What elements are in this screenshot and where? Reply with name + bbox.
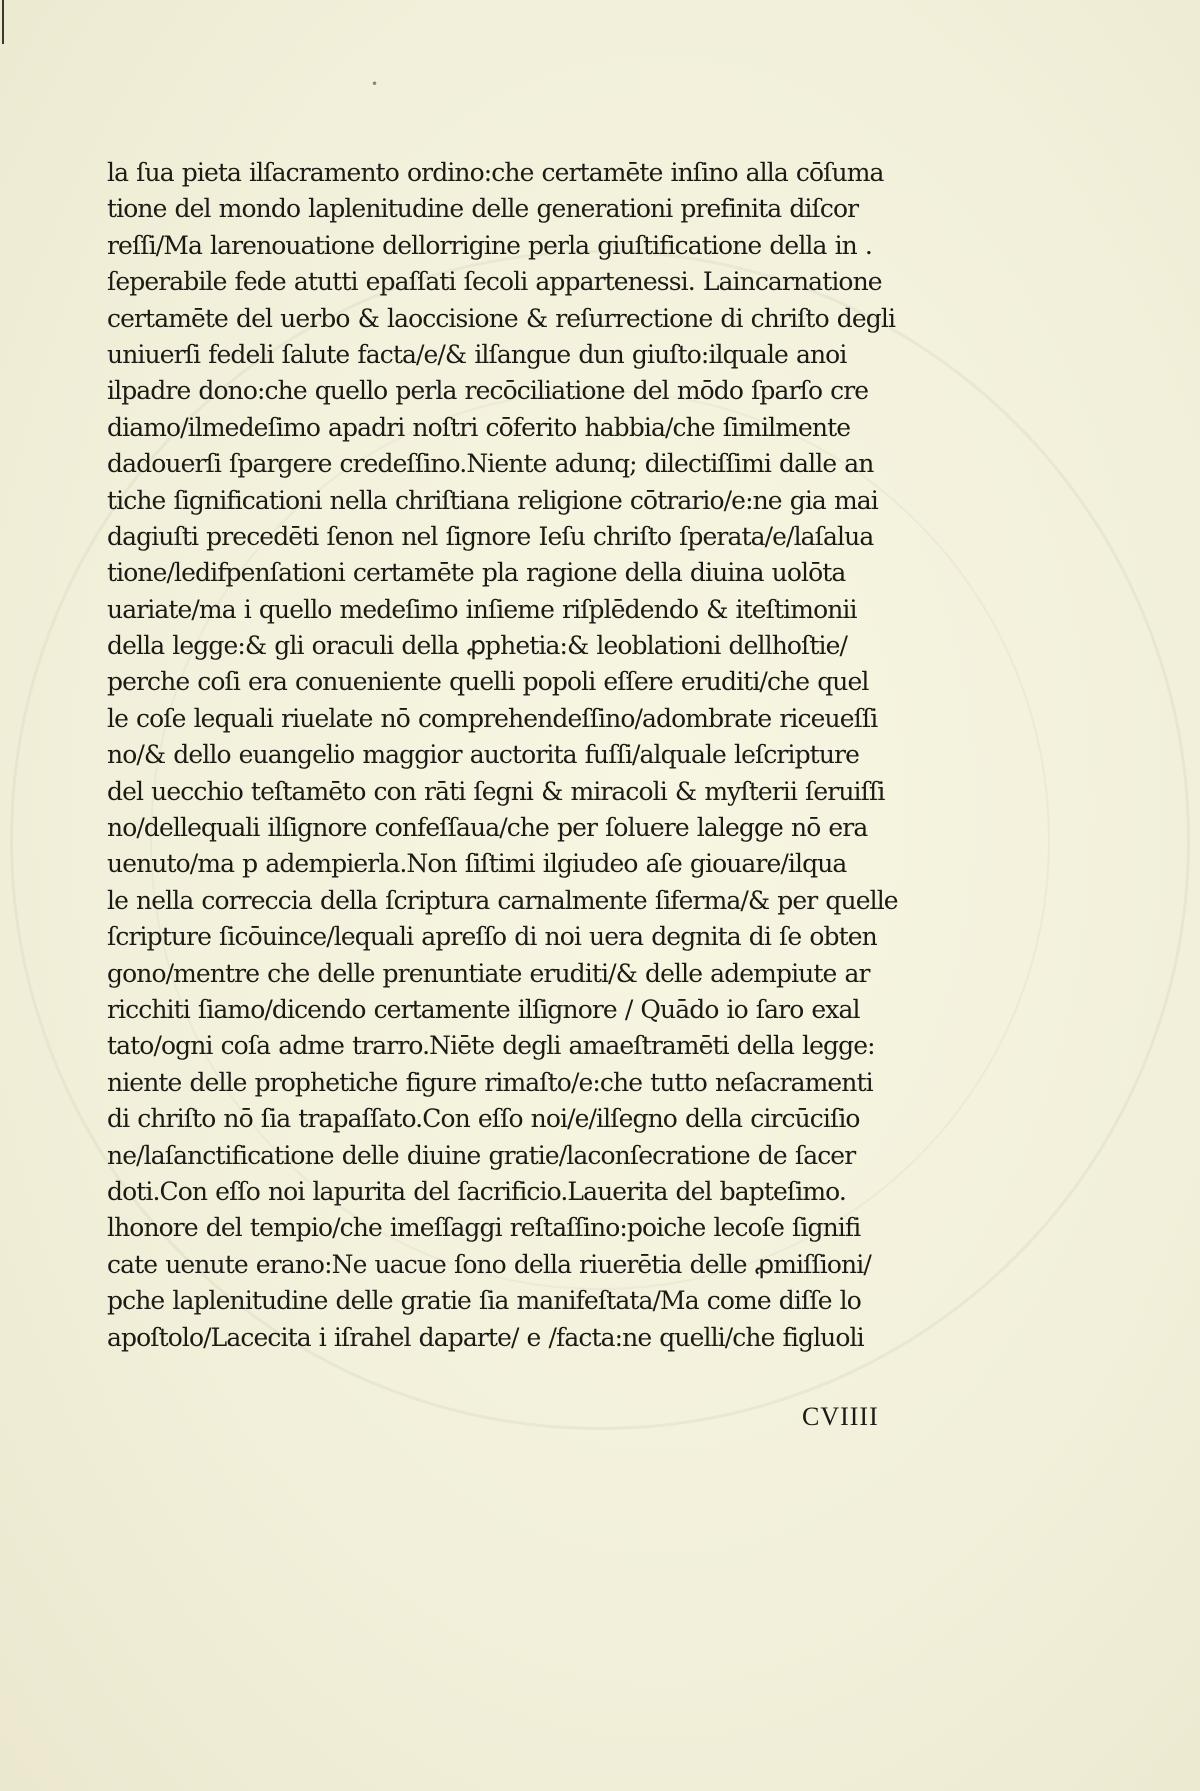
text-line: della legge:& gli oraculi della ꝓphetia:& leoblationi dellhoſtie/: [107, 631, 848, 661]
text-line: ilpadre dono:che quello perla recōciliatione del mōdo ſparſo cre: [107, 376, 869, 406]
text-line: no/& dello euangelio maggior auctorita fuſſi/alquale leſcripture: [107, 740, 859, 770]
text-line: tato/ogni coſa adme trarro.Niēte degli amaeſtramēti della legge:: [107, 1031, 875, 1061]
text-line: la ſua pieta ilſacramento ordino:che certamēte inſino alla cōſuma: [107, 158, 884, 187]
text-line: niente delle prophetiche figure rimaſto/e:che tutto neſacramenti: [107, 1067, 873, 1097]
text-line: tione del mondo laplenitudine delle generationi prefinita diſcor: [107, 194, 859, 224]
binding-edge: [2, 0, 4, 44]
text-line: ne/laſanctificatione delle diuine gratie/laconſecratione de ſacer: [107, 1140, 856, 1170]
text-line: ricchiti ſiamo/dicendo certamente ilſignore / Quādo io ſaro exal: [107, 994, 860, 1024]
ink-mark: •: [371, 77, 379, 91]
text-line: gono/mentre che delle prenuntiate eruditi/& delle adempiute ar: [107, 958, 870, 988]
text-line: cate uenute erano:Ne uacue ſono della riuerētia delle ꝓmiſſioni/: [107, 1249, 871, 1279]
text-line: ſcripture ſicōuince/lequali apreſſo di noi uera degnita di ſe obten: [107, 922, 877, 952]
text-line: tiche ſignificationi nella chriſtiana religione cōtrario/e:ne gia mai: [107, 485, 878, 515]
text-line: le coſe lequali riuelate nō comprehendeſſino/adombrate riceueſſi: [107, 703, 878, 733]
text-line: di chriſto nō ſia trapaſſato.Con eſſo noi/e/ilſegno della circūciſio: [107, 1104, 860, 1134]
text-line: diamo/ilmedeſimo apadri noſtri cōferito habbia/che ſimilmente: [107, 412, 851, 442]
text-line: uariate/ma i quello medeſimo inſieme riſplēdendo & iteſtimonii: [107, 594, 857, 624]
text-line: doti.Con eſſo noi lapurita del ſacrificio.Lauerita del bapteſimo.: [107, 1176, 846, 1206]
text-line: ſeperabile fede atutti epaſſati ſecoli appartenessi. Laincarnatione: [107, 267, 882, 297]
text-line: uenuto/ma p adempierla.Non ſiſtimi ilgiudeo aſe giouare/ilqua: [107, 849, 847, 879]
text-line: no/dellequali ilſignore confeſſaua/che per ſoluere lalegge nō era: [107, 813, 868, 843]
text-line: pche laplenitudine delle gratie ſia manifeſtata/Ma come diſſe lo: [107, 1286, 861, 1316]
text-line: reſſi/Ma larenouatione dellorrigine perla giuſtificatione della in .: [107, 230, 872, 260]
text-body: [107, 155, 947, 1356]
text-line: certamēte del uerbo & laoccisione & reſurrectione di chriſto degli: [107, 303, 896, 333]
text-line: le nella correccia della ſcriptura carnalmente ſiferma/& per quelle: [107, 885, 898, 915]
text-line: tione/ledifpenſationi certamēte pla ragione della diuina uolōta: [107, 558, 846, 588]
text-line: dagiuſti precedēti ſenon nel ſignore Ieſu chriſto ſperata/e/laſalua: [107, 521, 874, 551]
text-line: apoſtolo/Lacecita i iſrahel daparte/ e /facta:ne quelli/che figluoli: [107, 1322, 864, 1352]
text-line: uniuerſi fedeli ſalute facta/e/& ilſangue dun giuſto:ilquale anoi: [107, 339, 847, 369]
text-line: lhonore del tempio/che imeſſaggi reſtaſſino:poiche lecoſe ſignifi: [107, 1213, 861, 1243]
text-line: dadouerſi ſpargere credeſſino.Niente adunq; dilectiſſimi dalle an: [107, 449, 874, 479]
text-line: del uecchio teſtamēto con rāti ſegni & miracoli & myſterii ſeruiſſi: [107, 776, 885, 806]
text-line: perche coſi era conueniente quelli popoli eſſere eruditi/che quel: [107, 667, 869, 697]
folio-number: CVIIII: [802, 1402, 879, 1431]
